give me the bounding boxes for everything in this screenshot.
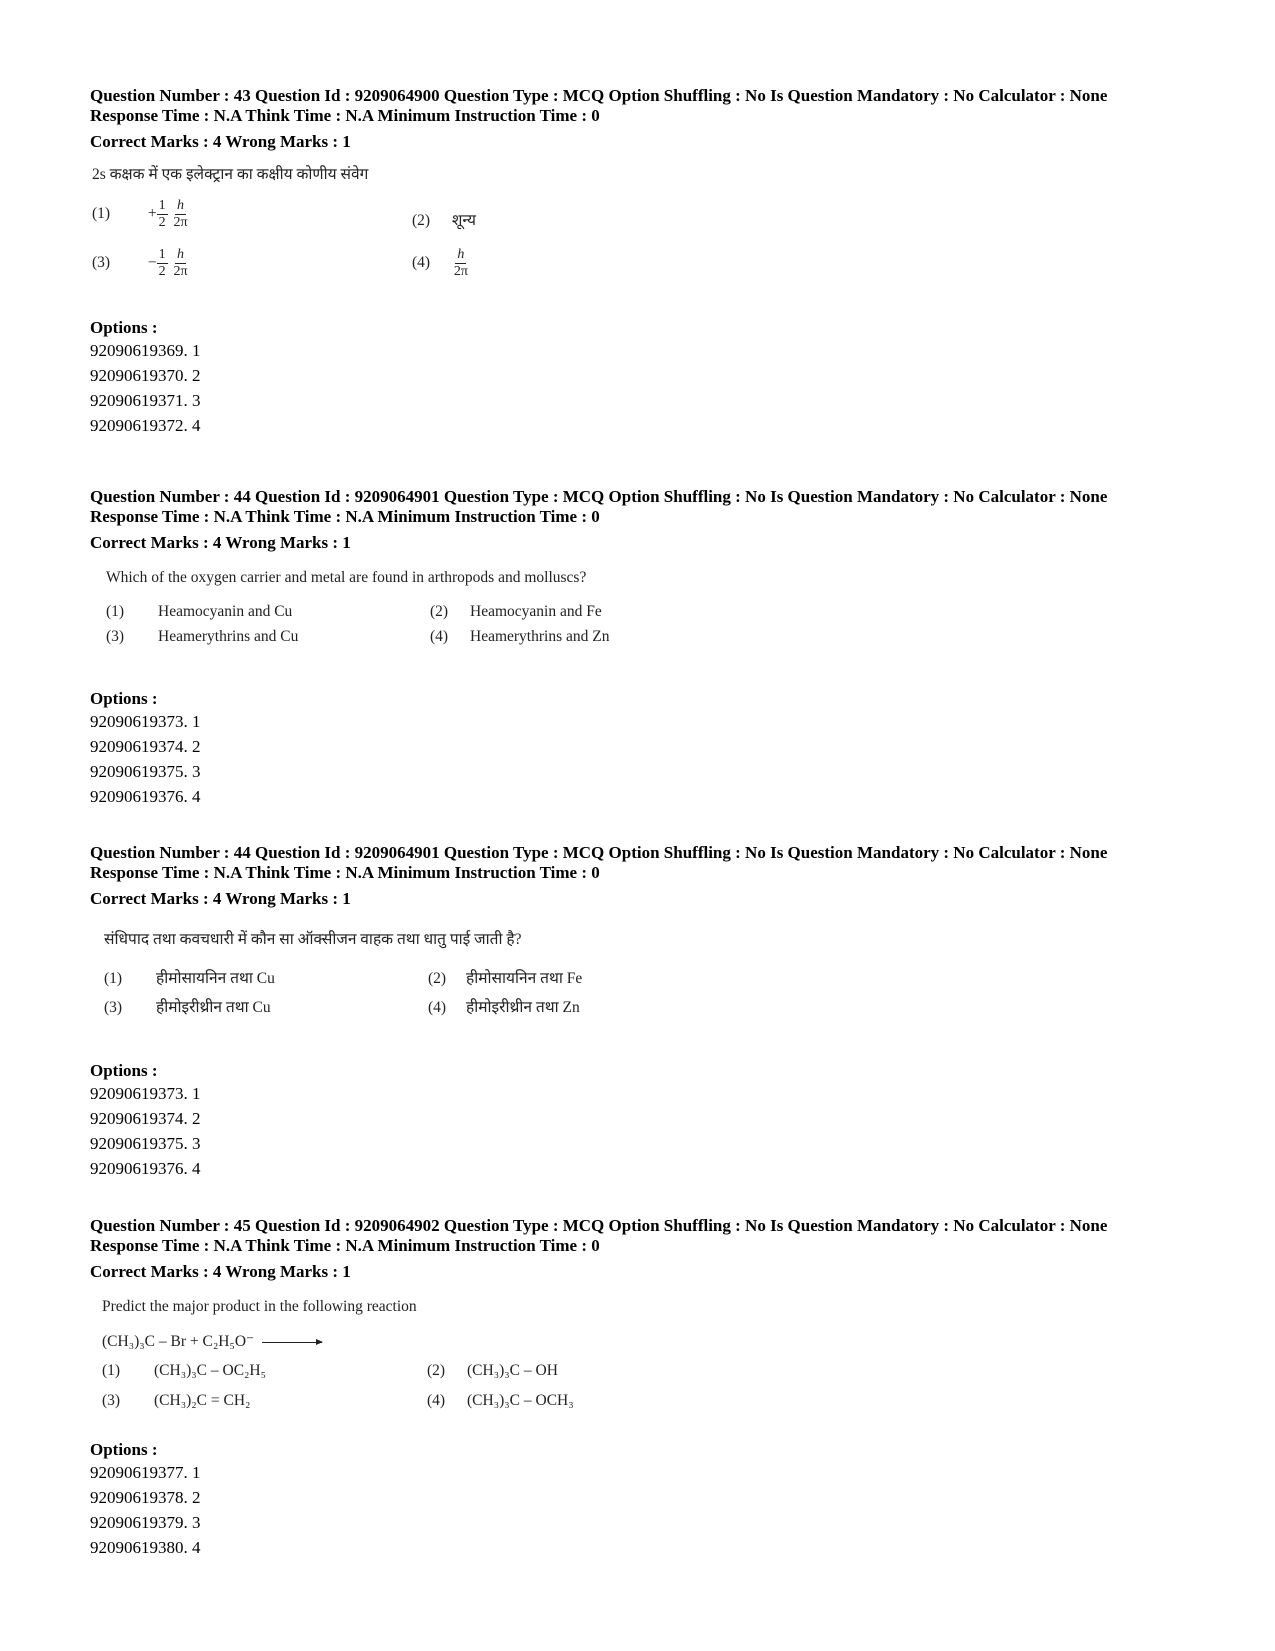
question-block [90,86,1210,438]
question-block [90,1216,1210,1560]
choice-2 [428,966,582,988]
question-block [90,843,1210,1181]
question-image [90,553,1210,653]
option-item: 92090619374. 2 [90,1109,201,1128]
choice-number: (3) [106,628,125,645]
choice-sign: − [147,254,157,272]
choice-text: हीमोसायनिन तथा Fe [466,970,583,987]
choice-text: (CH₃)₂C = CH₂ [154,1392,251,1409]
option-item: 92090619373. 1 [90,1084,201,1103]
reaction-equation [102,1332,322,1351]
choice-number: (2) [428,970,447,987]
question-stem: Which of the oxygen carrier and metal are found in arthropods and molluscs? [106,569,587,586]
question-meta [90,487,1210,553]
choice-2 [427,1362,558,1380]
choice-text: हीमोइरीथ्रीन तथा Cu [156,999,271,1016]
option-item: 92090619374. 2 [90,737,201,756]
question-marks: Correct Marks : 4 Wrong Marks : 1 [90,533,351,552]
choice-3 [106,628,298,646]
options-list [90,709,1210,809]
choice-text: (CH₃)₃C – OCH₃ [467,1392,574,1409]
choice-1 [106,603,292,621]
options-label: Options : [90,689,158,708]
option-item: 92090619378. 2 [90,1488,201,1507]
fraction-h-over-2pi [452,247,470,280]
choice-1 [102,1362,266,1380]
option-item: 92090619375. 3 [90,762,201,781]
question-meta-line-2: Response Time : N.A Think Time : N.A Minimum Instruction Time : 0 [90,863,600,882]
options-list [90,338,1210,438]
choice-4 [428,995,580,1017]
fraction-half [157,247,168,280]
choice-number: (4) [428,999,447,1016]
question-meta [90,86,1210,152]
choice-number: (2) [430,603,449,620]
choice-number: (3) [102,1392,121,1409]
fraction-numerator: h [177,198,185,213]
options-label: Options : [90,1440,158,1459]
reactant-2: C₂H₅O⁻ [202,1333,255,1350]
option-item: 92090619380. 4 [90,1538,201,1557]
fraction-denominator: 2π [173,215,188,230]
options-list [90,1081,1210,1181]
fraction-h-over-2pi [172,198,190,231]
options-section [90,318,1210,438]
question-marks: Correct Marks : 4 Wrong Marks : 1 [90,1262,351,1281]
choice-text: Heamerythrins and Zn [470,628,610,645]
question-meta-line-2: Response Time : N.A Think Time : N.A Minimum Instruction Time : 0 [90,106,600,125]
option-item: 92090619370. 2 [90,366,201,385]
choice-4 [427,1392,574,1410]
choice-number: (2) [427,1362,446,1379]
choice-text: हीमोइरीथ्रीन तथा Zn [466,999,580,1016]
question-meta-line-1: Question Number : 44 Question Id : 9209064901 Question Type : MCQ Option Shuffling : No Is Question Mandatory : No Calculator : None [90,843,1108,862]
fraction-numerator: 1 [158,247,166,262]
question-stem: 2s कक्षक में एक इलेक्ट्रान का कक्षीय कोणीय संवेग [92,166,369,183]
choice-number: (4) [430,628,449,645]
choice-number: (4) [427,1392,446,1409]
question-meta [90,843,1210,909]
option-item: 92090619373. 1 [90,712,201,731]
question-meta-line-1: Question Number : 44 Question Id : 9209064901 Question Type : MCQ Option Shuffling : No Is Question Mandatory : No Calculator : None [90,487,1108,506]
options-list [90,1460,1210,1560]
reaction-arrow-icon [262,1342,322,1343]
question-meta-line-1: Question Number : 43 Question Id : 9209064900 Question Type : MCQ Option Shuffling : No Is Question Mandatory : No Calculator : None [90,86,1108,105]
option-item: 92090619377. 1 [90,1463,201,1482]
options-section [90,1061,1210,1181]
option-item: 92090619369. 1 [90,341,201,360]
choice-number: (3) [104,999,123,1016]
fraction-denominator: 2π [173,264,188,279]
choice-1 [92,198,190,231]
fraction-numerator: h [177,247,185,262]
options-label: Options : [90,1061,158,1080]
question-meta-line-2: Response Time : N.A Think Time : N.A Minimum Instruction Time : 0 [90,1236,600,1255]
choice-4 [412,247,470,280]
choice-2 [430,603,602,621]
option-item: 92090619375. 3 [90,1134,201,1153]
choice-3 [92,247,190,280]
choice-1 [104,966,275,988]
choice-3 [102,1392,250,1410]
question-stem: Predict the major product in the following reaction [102,1298,417,1315]
fraction-h-over-2pi [172,247,190,280]
choice-text: (CH₃)₃C – OC₂H₅ [154,1362,267,1379]
plus-sign: + [189,1333,199,1350]
question-meta-line-1: Question Number : 45 Question Id : 9209064902 Question Type : MCQ Option Shuffling : No Is Question Mandatory : No Calculator : None [90,1216,1108,1235]
fraction-denominator: 2π [453,264,468,279]
choice-sign: + [147,205,157,223]
option-item: 92090619372. 4 [90,416,201,435]
fraction-numerator: h [457,247,465,262]
choice-text: हीमोसायनिन तथा Cu [156,970,275,987]
options-label: Options : [90,318,158,337]
choice-text: Heamocyanin and Fe [470,603,602,620]
choice-3 [104,995,271,1017]
question-image [90,909,1210,1019]
choice-number: (2) [412,212,431,229]
option-item: 92090619371. 3 [90,391,201,410]
question-image [90,152,1210,292]
option-item: 92090619376. 4 [90,1159,201,1178]
question-block [90,487,1210,809]
question-marks: Correct Marks : 4 Wrong Marks : 1 [90,889,351,908]
question-meta [90,1216,1210,1282]
choice-text: शून्य [451,212,476,229]
fraction-numerator: 1 [158,198,166,213]
choice-number: (1) [92,205,111,223]
options-section [90,689,1210,809]
fraction-half [157,198,168,231]
fraction-denominator: 2 [158,215,166,230]
option-item: 92090619379. 3 [90,1513,201,1532]
question-image [90,1282,1210,1422]
question-stem: संधिपाद तथा कवचधारी में कौन सा ऑक्सीजन वाहक तथा धातु पाई जाती है? [104,931,522,948]
choice-text: Heamerythrins and Cu [158,628,299,645]
reactant-1: (CH₃)₃C – Br [102,1333,187,1350]
choice-4 [430,628,609,646]
choice-number: (1) [102,1362,121,1379]
choice-number: (1) [104,970,123,987]
choice-text: (CH₃)₃C – OH [467,1362,558,1379]
option-item: 92090619376. 4 [90,787,201,806]
choice-number: (3) [92,254,111,272]
choice-text: Heamocyanin and Cu [158,603,293,620]
options-section [90,1440,1210,1560]
choice-2 [412,208,476,230]
question-meta-line-2: Response Time : N.A Think Time : N.A Minimum Instruction Time : 0 [90,507,600,526]
fraction-denominator: 2 [158,264,166,279]
question-marks: Correct Marks : 4 Wrong Marks : 1 [90,132,351,151]
choice-number: (4) [412,254,431,272]
choice-number: (1) [106,603,125,620]
